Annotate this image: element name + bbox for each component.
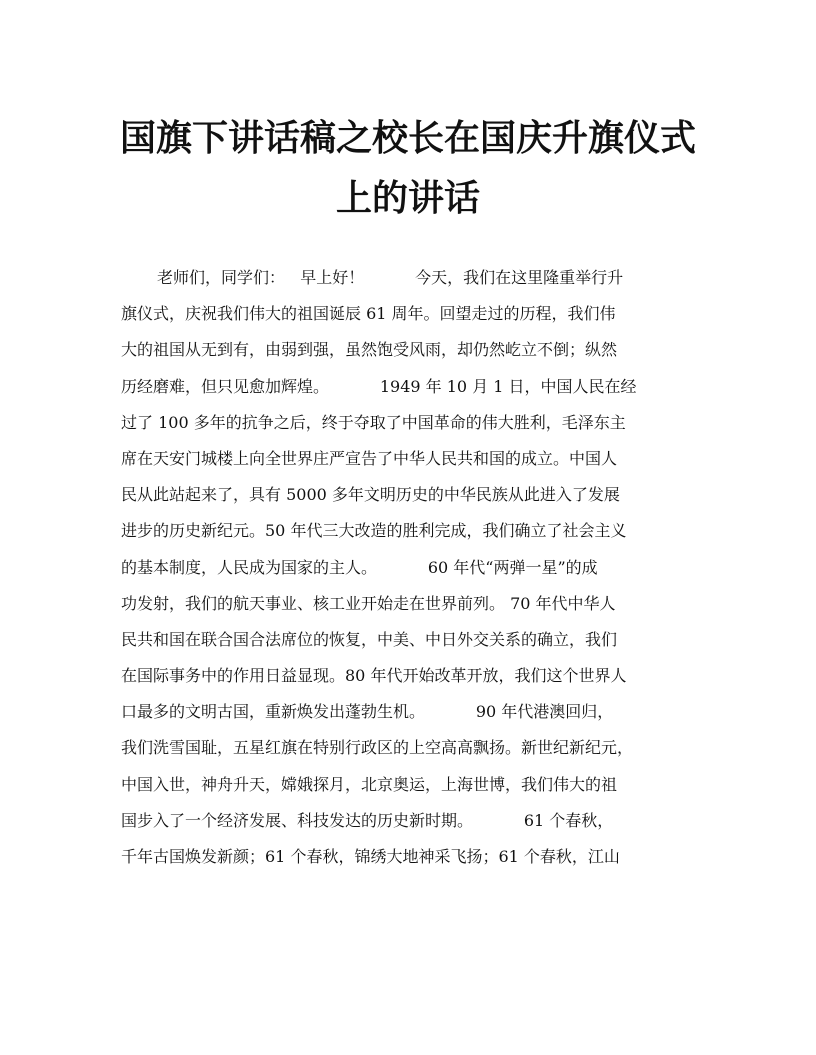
body-line: 历经磨难，但只见愈加辉煌。 1949 年 10 月 1 日，中国人民在经: [121, 376, 637, 396]
body-line: 大的祖国从无到有，由弱到强，虽然饱受风雨，却仍然屹立不倒；纵然: [121, 340, 618, 360]
body-line: 在国际事务中的作用日益显现。80 年代开始改革开放，我们这个世界人: [121, 666, 627, 686]
title-line-2: 上的讲话: [335, 177, 480, 219]
body-line: 中国入世，神舟升天，嫦娥探月，北京奥运，上海世博，我们伟大的祖: [121, 774, 618, 794]
body-line: 功发射，我们的航天事业、核工业开始走在世界前列。 70 年代中华人: [121, 593, 616, 613]
document-body: [121, 260, 701, 875]
document-title: [120, 108, 696, 228]
body-line: 民共和国在联合国合法席位的恢复，中美、中日外交关系的确立，我们: [121, 629, 618, 649]
body-line: 的基本制度，人民成为国家的主人。 60 年代“两弹一星”的成: [121, 557, 598, 577]
body-line: 席在天安门城楼上向全世界庄严宣告了中华人民共和国的成立。中国人: [121, 448, 618, 468]
body-line: 民从此站起来了，具有 5000 多年文明历史的中华民族从此进入了发展: [121, 485, 620, 505]
body-line: 我们洗雪国耻，五星红旗在特别行政区的上空高高飘扬。新世纪新纪元，: [121, 738, 634, 758]
title-line-1: 国旗下讲话稿之校长在国庆升旗仪式: [120, 117, 697, 159]
body-line: 过了 100 多年的抗争之后，终于夺取了中国革命的伟大胜利，毛泽东主: [121, 412, 626, 432]
body-line: 千年古国焕发新颜；61 个春秋，锦绣大地神采飞扬；61 个春秋，江山: [121, 847, 620, 866]
body-line: 旗仪式，庆祝我们伟大的祖国诞辰 61 周年。回望走过的历程，我们伟: [121, 304, 616, 324]
body-line: 老师们，同学们： 早上好！ 今天，我们在这里隆重举行升: [157, 268, 624, 287]
body-line: 国步入了一个经济发展、科技发达的历史新时期。 61 个春秋，: [121, 810, 614, 830]
body-line: 口最多的文明古国，重新焕发出蓬勃生机。 90 年代港澳回归，: [121, 702, 614, 722]
body-line: 进步的历史新纪元。50 年代三大改造的胜利完成，我们确立了社会主义: [121, 521, 627, 541]
